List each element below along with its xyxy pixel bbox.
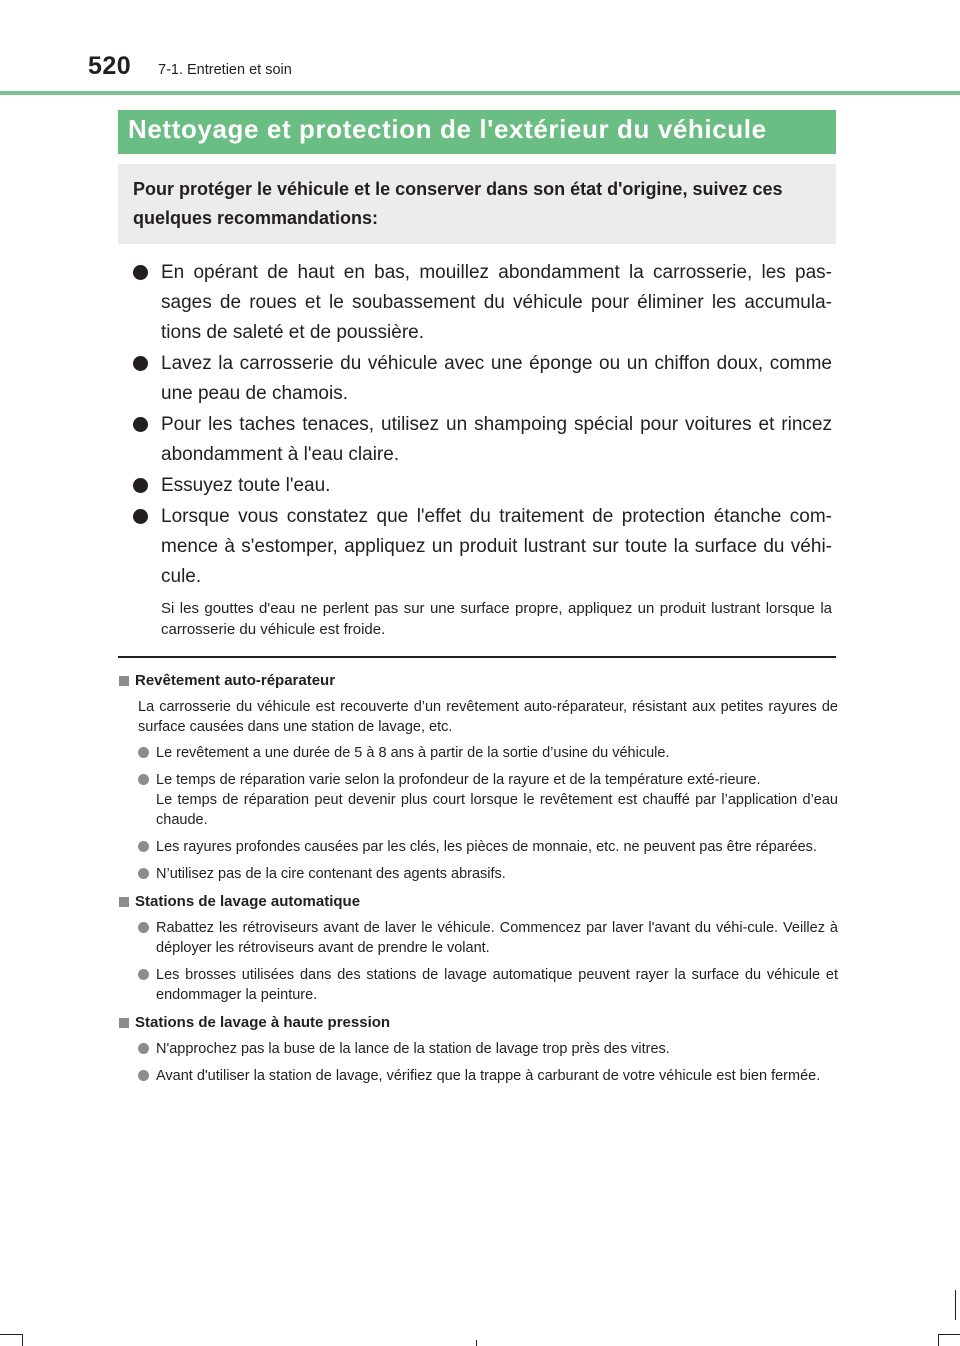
page-number: 520 — [88, 52, 132, 80]
square-bullet-icon — [119, 1018, 129, 1028]
note-paragraph: La carrosserie du véhicule est recouverte d’un revêtement auto-réparateur, résistant aux petites rayures de surface causées dans une station de lavage, etc. — [138, 699, 838, 735]
crop-mark — [22, 1334, 23, 1346]
circle-bullet-icon — [138, 969, 149, 980]
notes-section — [118, 670, 838, 1093]
note-item — [118, 837, 838, 857]
note-heading-text: Stations de lavage automatique — [135, 893, 361, 910]
note-item-text: Les brosses utilisées dans des stations de lavage automatique peuvent rayer la surface du véhicule et endommager la peinture. — [156, 967, 838, 1003]
note-heading — [118, 891, 838, 913]
note-item — [118, 918, 838, 958]
bullet-dot-icon — [133, 509, 148, 524]
page-title: Nettoyage et protection de l'extérieur du véhicule — [128, 114, 767, 144]
crop-mark — [0, 1334, 22, 1335]
crop-mark — [938, 1334, 960, 1335]
list-item-text: Lavez la carrosserie du véhicule avec une éponge ou un chiffon doux, comme une peau de chamois. — [161, 353, 832, 404]
note-item-text: Le temps de réparation varie selon la profondeur de la rayure et de la température exté-rieure. — [156, 772, 761, 788]
header-rule — [0, 91, 960, 95]
list-item — [130, 349, 832, 409]
list-item-text: Essuyez toute l'eau. — [161, 475, 331, 496]
circle-bullet-icon — [138, 1043, 149, 1054]
note-item — [118, 864, 838, 884]
square-bullet-icon — [119, 676, 129, 686]
note-item-extra: Le temps de réparation peut devenir plus court lorsque le revêtement est chauffé par l’application d’eau chaude. — [156, 792, 838, 828]
bullet-dot-icon — [133, 417, 148, 432]
list-item — [130, 502, 832, 592]
note-item — [118, 965, 838, 1005]
circle-bullet-icon — [138, 868, 149, 879]
bullet-list — [130, 258, 832, 640]
intro-text: Pour protéger le véhicule et le conserver dans son état d'origine, suivez ces quelques recommandations: — [133, 179, 783, 228]
note-item-text: Le revêtement a une durée de 5 à 8 ans à partir de la sortie d’usine du véhicule. — [156, 745, 670, 761]
circle-bullet-icon — [138, 841, 149, 852]
circle-bullet-icon — [138, 922, 149, 933]
list-item-text: Pour les taches tenaces, utilisez un shampoing spécial pour voitures et rincez abondamment à l'eau claire. — [161, 414, 832, 465]
circle-bullet-icon — [138, 1070, 149, 1081]
list-item-text: En opérant de haut en bas, mouillez abondamment la carrosserie, les pas-sages de roues et le soubassement du véhicule pour éliminer les accumula-tions de saleté et de poussière. — [161, 262, 832, 343]
note-heading-text: Revêtement auto-réparateur — [135, 672, 336, 689]
note-heading-text: Stations de lavage à haute pression — [135, 1014, 391, 1031]
note-item-text: N’utilisez pas de la cire contenant des agents abrasifs. — [156, 866, 506, 882]
note-item-text: Les rayures profondes causées par les clés, les pièces de monnaie, etc. ne peuvent pas être réparées. — [156, 839, 817, 855]
bullet-dot-icon — [133, 356, 148, 371]
square-bullet-icon — [119, 897, 129, 907]
list-item — [130, 258, 832, 348]
crop-mark — [476, 1340, 477, 1346]
page-header — [0, 0, 960, 95]
note-item — [118, 770, 838, 830]
list-item — [130, 410, 832, 470]
note-item-text: Avant d'utiliser la station de lavage, vérifiez que la trappe à carburant de votre véhicule est bien fermée. — [156, 1068, 821, 1084]
crop-mark — [938, 1334, 939, 1346]
section-label: 7-1. Entretien et soin — [158, 62, 292, 78]
note-item — [118, 743, 838, 763]
list-item — [130, 471, 832, 501]
bullet-dot-icon — [133, 265, 148, 280]
note-heading — [118, 1012, 838, 1034]
note-item-text: N'approchez pas la buse de la lance de la station de lavage trop près des vitres. — [156, 1041, 670, 1057]
bullet-note: Si les gouttes d'eau ne perlent pas sur une surface propre, appliquez un produit lustrant lorsque la carrosserie du véhicule est froide. — [161, 600, 832, 638]
note-item — [118, 1066, 838, 1086]
note-item — [118, 1039, 838, 1059]
note-heading — [118, 670, 838, 692]
crop-mark — [955, 1290, 956, 1320]
circle-bullet-icon — [138, 774, 149, 785]
list-item-text: Lorsque vous constatez que l'effet du traitement de protection étanche com-mence à s'estomper, appliquez un produit lustrant sur toute la surface du véhi-cule. — [161, 506, 832, 587]
circle-bullet-icon — [138, 747, 149, 758]
note-item-text: Rabattez les rétroviseurs avant de laver le véhicule. Commencez par laver l'avant du véhi-cule. Veillez à déployer les rétroviseurs avant de prendre le volant. — [156, 920, 838, 956]
section-divider — [118, 656, 836, 658]
bullet-dot-icon — [133, 478, 148, 493]
